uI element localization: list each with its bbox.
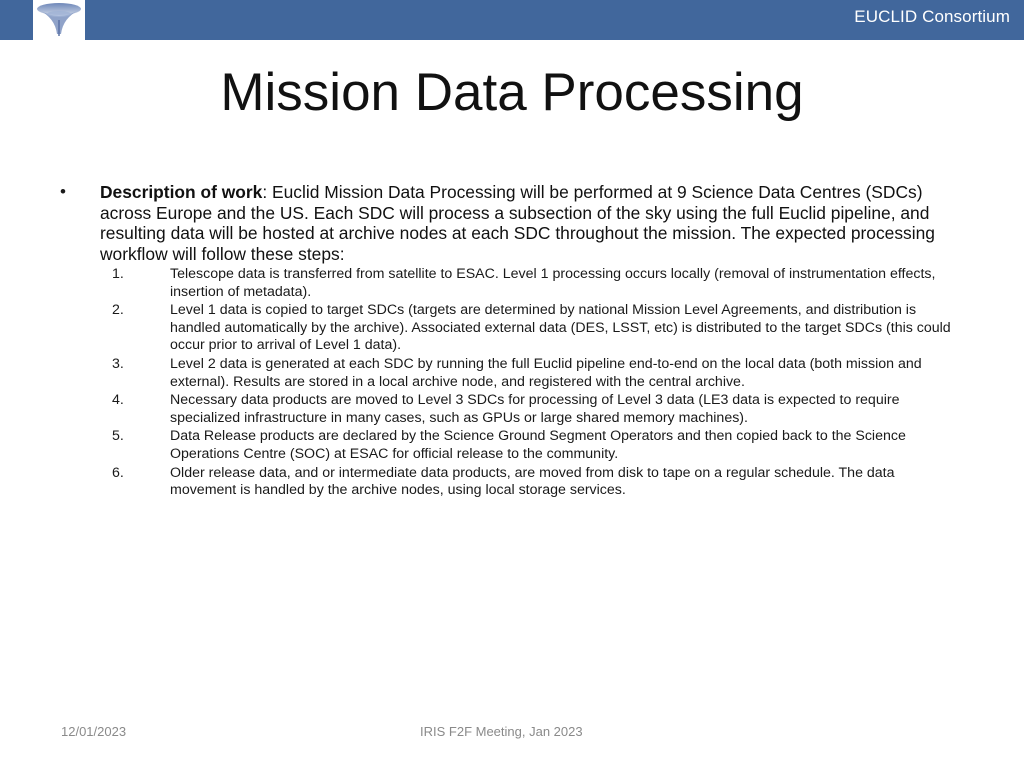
list-item [60,428,970,463]
header-band [0,0,1024,40]
step-text: Level 1 data is copied to target SDCs (targets are determined by national Mission Level Agreements, and distribution is handled automatically by the archive). Associated external data (DES, LSST, etc) is distributed to the target SDCs (this could occur prior to arrival of Level 1 data). [170,302,951,354]
slide-title: Mission Data Processing [220,63,804,122]
step-number: 2. [112,302,124,319]
step-text: Telescope data is transferred from satellite to ESAC. Level 1 processing occurs locally (removal of instrumentation effects, insertion of metadata). [170,266,936,300]
bullet-lead: Description of work [100,182,263,202]
step-text: Data Release products are declared by the Science Ground Segment Operators and then copied back to the Science Operations Centre (SOC) at ESAC for official release to the community. [170,428,906,462]
step-number: 6. [112,464,124,481]
step-text: Level 2 data is generated at each SDC by running the full Euclid pipeline end-to-end on the local data (both mission and external). Results are stored in a local archive node, and registered with the central archive. [170,355,922,390]
step-number: 5. [112,428,124,445]
step-text: Necessary data products are moved to Level 3 SDCs for processing of Level 3 data (LE3 data is expected to require specialized infrastructure in many cases, such as GPUs or large shared memory machines). [170,392,900,426]
footer-event: IRIS F2F Meeting, Jan 2023 [420,724,583,739]
description-bullet [60,182,970,264]
footer-date: 12/01/2023 [61,724,127,739]
organization-label: EUCLID Consortium [854,7,1010,26]
euclid-logo-icon [33,0,85,40]
list-item [60,465,970,500]
workflow-steps [60,266,970,500]
list-item [60,392,970,427]
bullet-icon: • [60,182,66,201]
list-item [60,356,970,391]
step-number: 4. [112,392,124,409]
step-text: Older release data, and or intermediate data products, are moved from disk to tape on a regular schedule. The data movement is handled by the archive nodes, using local storage services. [170,464,895,499]
list-item [60,266,970,301]
step-number: 1. [112,266,124,282]
step-number: 3. [112,355,124,372]
slide-body [60,182,970,500]
logo [33,0,85,40]
bullet-text: : Euclid Mission Data Processing will be performed at 9 Science Data Centres (SDCs) across Europe and the US. Each SDC will process a subsection of the sky using the full Euclid pipeline, and resulting data will be hosted at archive nodes at each SDC throughout the mission. The expected processing workflow will follow these steps: [100,182,935,264]
list-item [60,302,970,355]
